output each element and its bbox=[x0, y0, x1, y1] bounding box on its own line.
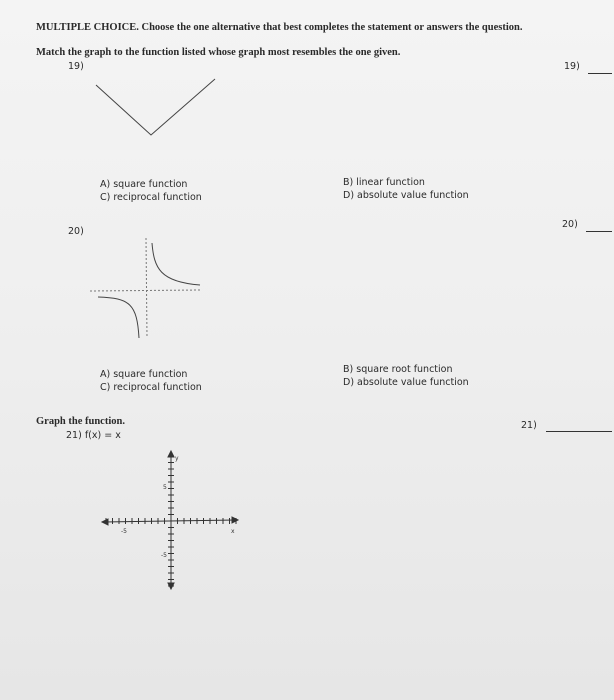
q21-axes bbox=[102, 451, 238, 589]
q21-answer-number: 21) bbox=[521, 420, 537, 431]
q19-number: 19) bbox=[68, 61, 84, 72]
q20-choice-a[interactable]: A) square function bbox=[100, 369, 188, 380]
q20-y-axis bbox=[146, 238, 147, 338]
q20-graph bbox=[90, 238, 200, 338]
q20-x-axis bbox=[90, 290, 200, 291]
match-instructions: Match the graph to the function listed whose graph most resembles the one given. bbox=[36, 47, 401, 58]
q19-choice-b[interactable]: B) linear function bbox=[343, 177, 425, 188]
q21-x-arrow-left bbox=[102, 519, 108, 525]
q21-y-label: y bbox=[175, 455, 179, 462]
graph-section-title: Graph the function. bbox=[36, 416, 125, 427]
q20-curve-left bbox=[98, 297, 139, 338]
q20-choice-b[interactable]: B) square root function bbox=[343, 364, 453, 375]
q21-x-label: x bbox=[231, 528, 235, 535]
q21-axis-labels bbox=[121, 455, 235, 559]
q20-curve-right bbox=[152, 243, 200, 285]
q19-graph bbox=[96, 79, 215, 135]
q19-choice-d[interactable]: D) absolute value function bbox=[343, 190, 469, 201]
q20-choice-c[interactable]: C) reciprocal function bbox=[100, 382, 202, 393]
q21-y-tick-label-neg: -5 bbox=[161, 552, 167, 559]
q20-answer-number: 20) bbox=[562, 219, 578, 230]
q20-choice-d[interactable]: D) absolute value function bbox=[343, 377, 469, 388]
q21-x-arrow bbox=[232, 517, 238, 523]
section-header: MULTIPLE CHOICE. Choose the one alternative that best completes the statement or answers the question. bbox=[36, 22, 523, 33]
q19-choice-a[interactable]: A) square function bbox=[100, 179, 188, 190]
q20-number: 20) bbox=[68, 226, 84, 237]
q19-answer-number: 19) bbox=[564, 61, 580, 72]
q21-label: 21) f(x) = x bbox=[66, 430, 121, 441]
q19-choice-c[interactable]: C) reciprocal function bbox=[100, 192, 202, 203]
q21-y-tick-label-pos: 5 bbox=[163, 484, 167, 491]
q21-x-tick-label-neg: -5 bbox=[121, 528, 127, 535]
